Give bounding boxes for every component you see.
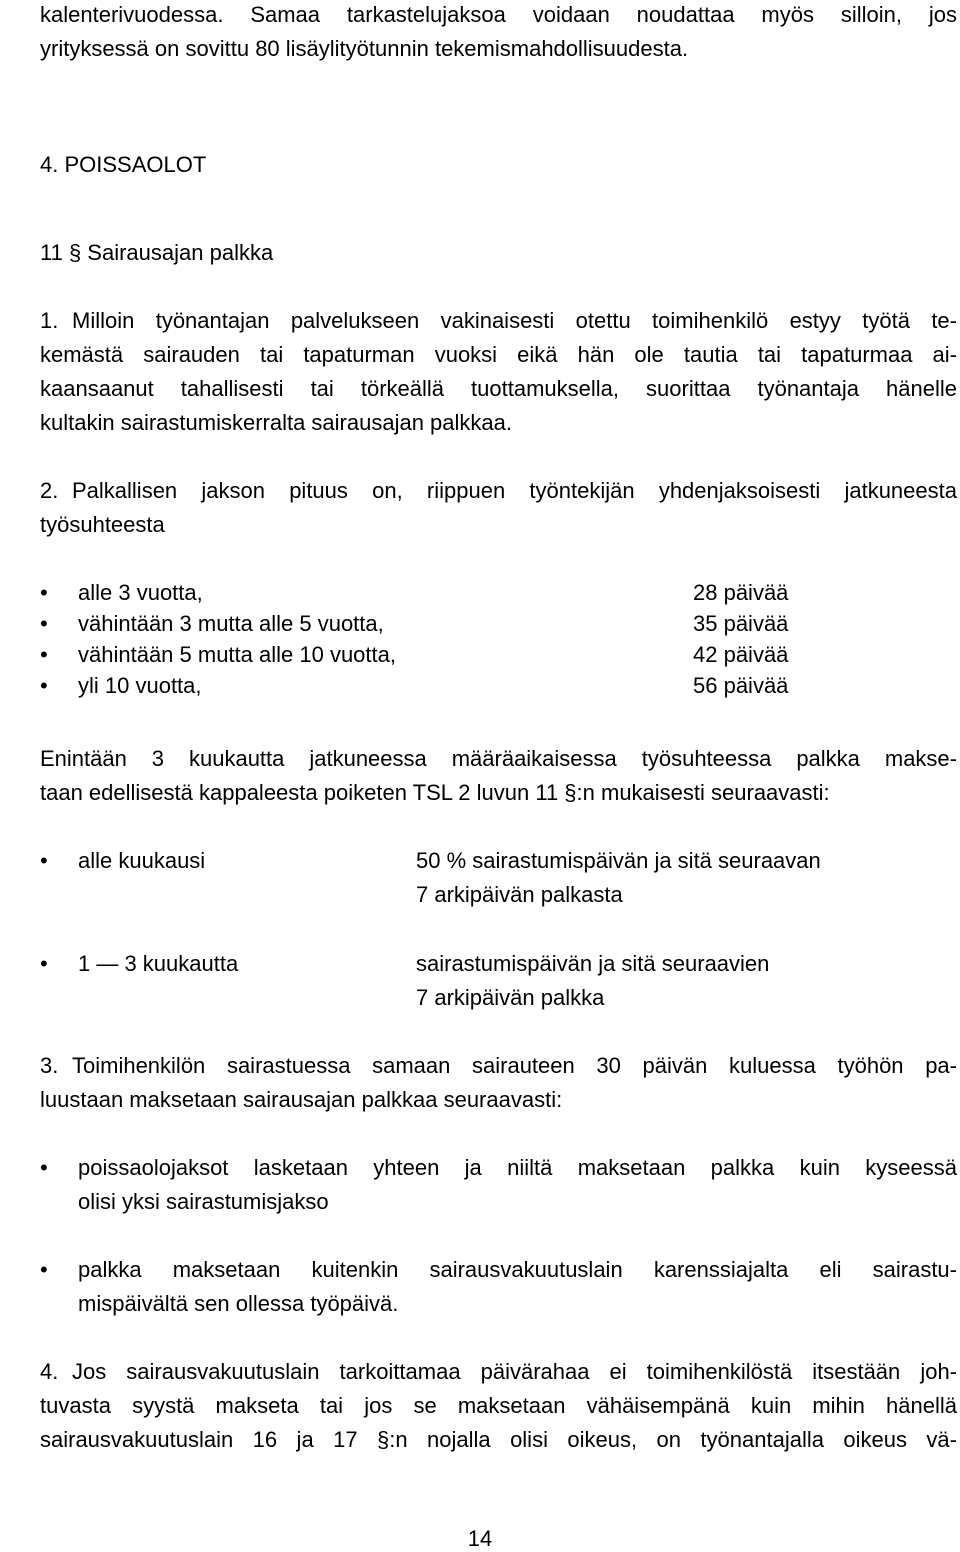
subsection-heading: 11 § Sairausajan palkka [40, 240, 274, 265]
bullet-icon: • [40, 1155, 48, 1180]
list-item: • 1 — 3 kuukautta sairastumispäivän ja sitä seuraavien [40, 951, 770, 976]
bullet-icon: • [40, 611, 48, 636]
p3-number: 3. [40, 1053, 59, 1078]
bullet-icon: • [40, 673, 48, 698]
p1-line-2: kemästä sairauden tai tapaturman vuoksi eikä hän ole tautia tai tapaturmaa ai- [40, 342, 957, 367]
section-heading: 4. POISSAOLOT [40, 152, 207, 177]
list-item-continuation: 7 arkipäivän palkasta [416, 882, 623, 907]
intro-line-2: yrityksessä on sovittu 80 lisäylityötunnin tekemismahdollisuudesta. [40, 36, 689, 61]
bullet-icon: • [40, 951, 48, 976]
p1-line-1: Milloin työnantajan palvelukseen vakinaisesti otettu toimihenkilö estyy työtä te- [72, 308, 957, 333]
p2-line-1: Palkallisen jakson pituus on, riippuen työntekijän yhdenjaksoisesti jatkuneesta [72, 478, 957, 503]
p1-number: 1. [40, 308, 59, 333]
list-item: • alle kuukausi 50 % sairastumispäivän ja sitä seuraavan [40, 848, 821, 873]
bullet-icon: • [40, 642, 48, 667]
p1-line-3: kaansaanut tahallisesti tai törkeällä tuottamuksella, suorittaa työnantaja hänelle [40, 376, 957, 401]
list-item: • vähintään 3 mutta alle 5 vuotta, 35 päivää [40, 611, 789, 636]
p4-line-1: Jos sairausvakuutuslain tarkoittamaa päivärahaa ei toimihenkilöstä itsestään joh- [72, 1359, 957, 1384]
p3-line-2: luustaan maksetaan sairausajan palkkaa seuraavasti: [40, 1087, 563, 1112]
page-number: 14 [467, 1526, 493, 1551]
list-item: • yli 10 vuotta, 56 päivää [40, 673, 789, 698]
list-item: • poissaolojaksot lasketaan yhteen ja niiltä maksetaan palkka kuin kyseessä [40, 1155, 957, 1180]
list-item: • palkka maksetaan kuitenkin sairausvakuutuslain karenssiajalta eli sairastu- [40, 1257, 957, 1282]
p4-number: 4. [40, 1359, 59, 1384]
bullet-icon: • [40, 580, 48, 605]
p3-line-1: Toimihenkilön sairastuessa samaan sairauteen 30 päivän kuluessa työhön pa- [72, 1053, 957, 1078]
p1-line-4: kultakin sairastumiskerralta sairausajan palkkaa. [40, 410, 512, 435]
list-item-continuation: olisi yksi sairastumisjakso [78, 1189, 329, 1214]
bullet-icon: • [40, 1257, 48, 1282]
list-item: • alle 3 vuotta, 28 päivää [40, 580, 789, 605]
bullet-icon: • [40, 848, 48, 873]
list-item-continuation: 7 arkipäivän palkka [416, 985, 605, 1010]
p2-line-2: työsuhteesta [40, 512, 165, 537]
p2-after-line-2: taan edellisestä kappaleesta poiketen TSL 2 luvun 11 §:n mukaisesti seuraavasti: [40, 780, 830, 805]
p2-number: 2. [40, 478, 59, 503]
list-item: • vähintään 5 mutta alle 10 vuotta, 42 päivää [40, 642, 789, 667]
intro-line-1: kalenterivuodessa. Samaa tarkastelujaksoa voidaan noudattaa myös silloin, jos [40, 2, 957, 27]
p2-after-line-1: Enintään 3 kuukautta jatkuneessa määräaikaisessa työsuhteessa palkka makse- [40, 746, 957, 771]
list-item-continuation: mispäivältä sen ollessa työpäivä. [78, 1291, 399, 1316]
p4-line-2: tuvasta syystä makseta tai jos se maksetaan vähäisempänä kuin mihin hänellä [40, 1393, 957, 1418]
p4-line-3: sairausvakuutuslain 16 ja 17 §:n nojalla olisi oikeus, on työnantajalla oikeus vä- [40, 1427, 957, 1452]
